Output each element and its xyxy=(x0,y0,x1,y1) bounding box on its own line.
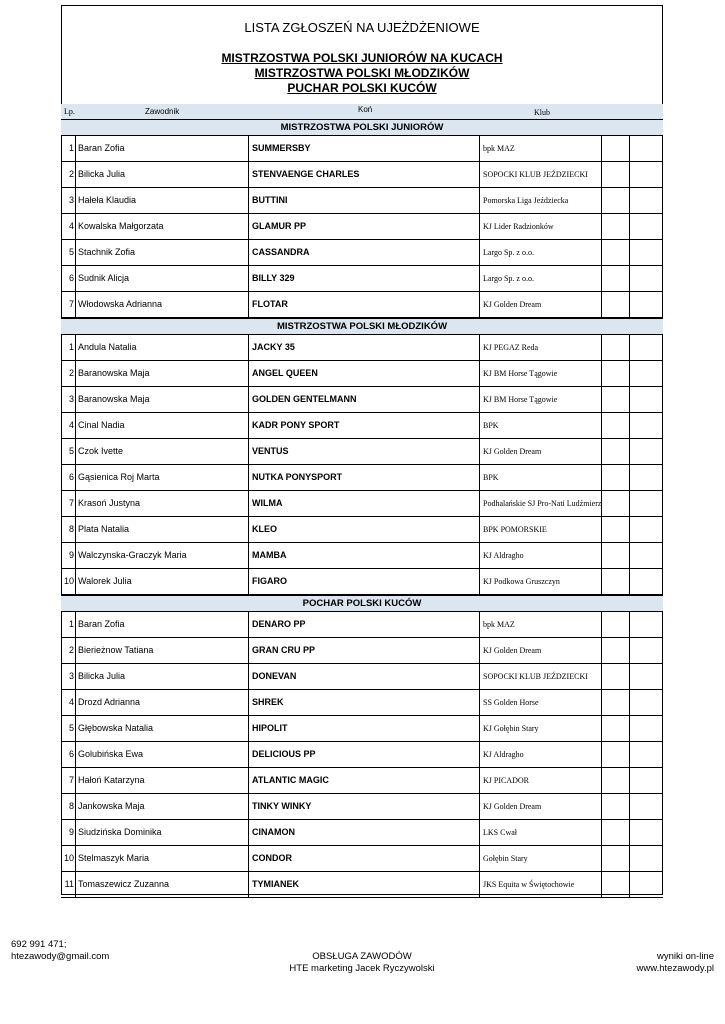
table-row xyxy=(61,387,663,413)
club-name: KJ Gołębin Stary xyxy=(480,716,602,741)
footer-service: OBSŁUGA ZAWODÓW xyxy=(312,951,412,962)
footer-phone: 692 991 471; xyxy=(11,939,67,950)
rider-name: Baran Zofia xyxy=(75,612,248,637)
table-row xyxy=(61,413,663,439)
rider-name: Hałeła Klaudia xyxy=(75,188,248,213)
rider-name: Walczynska-Graczyk Maria xyxy=(75,543,248,568)
subtitle-juniors: MISTRZOSTWA POLSKI JUNIORÓW NA KUCACH xyxy=(221,51,503,65)
rider-name: Baranowska Maja xyxy=(75,387,248,412)
row-number: 1 xyxy=(68,143,74,153)
club-name: KJ Golden Dream xyxy=(480,794,602,819)
table-row xyxy=(61,465,663,491)
club-name: KJ Podkowa Gruszczyn xyxy=(480,569,602,594)
horse-name: GRAN CRU PP xyxy=(248,638,480,663)
row-number: 1 xyxy=(68,619,74,629)
empty-cell xyxy=(602,240,630,265)
table-row xyxy=(61,638,663,664)
empty-cell xyxy=(602,742,630,767)
table-row xyxy=(61,569,663,595)
footer-contact xyxy=(11,939,109,963)
club-name: Largo Sp. z o.o. xyxy=(480,240,602,265)
empty-cell xyxy=(602,361,630,386)
table-row xyxy=(61,136,663,162)
horse-name: HIPOLIT xyxy=(248,716,480,741)
rider-name: Czok Ivette xyxy=(75,439,248,464)
subtitle-cup: PUCHAR POLSKI KUCÓW xyxy=(287,81,437,95)
empty-cell xyxy=(602,136,630,161)
horse-name: SUMMERSBY xyxy=(248,136,480,161)
row-number: 3 xyxy=(68,671,74,681)
empty-cell xyxy=(602,465,630,490)
rider-name: Hałoń Katarzyna xyxy=(75,768,248,793)
row-number: 3 xyxy=(68,195,74,205)
horse-name: MAMBA xyxy=(248,543,480,568)
table-row xyxy=(61,361,663,387)
row-number: 3 xyxy=(68,394,74,404)
empty-cell xyxy=(602,872,630,897)
section-header: POCHAR POLSKI KUCÓW xyxy=(61,595,663,612)
row-number: 7 xyxy=(68,498,74,508)
horse-name: KADR PONY SPORT xyxy=(248,413,480,438)
table-row xyxy=(61,240,663,266)
rider-name: Kowalska Małgorzata xyxy=(75,214,248,239)
rider-name: Bierieżnow Tatiana xyxy=(75,638,248,663)
club-name: KJ Golden Dream xyxy=(480,439,602,464)
row-number: 5 xyxy=(68,723,74,733)
table-row xyxy=(61,543,663,569)
table-row xyxy=(61,742,663,768)
table-row xyxy=(61,768,663,794)
row-number: 8 xyxy=(68,801,74,811)
row-number: 10 xyxy=(63,853,74,863)
rider-name: Andula Natalia xyxy=(75,335,248,360)
table-header xyxy=(61,104,663,119)
row-number: 2 xyxy=(68,169,74,179)
table-row xyxy=(61,214,663,240)
rider-name: Tomaszewicz Zuzanna xyxy=(75,872,248,897)
table-row xyxy=(61,188,663,214)
horse-name: STENVAENGE CHARLES xyxy=(248,162,480,187)
table-row xyxy=(61,794,663,820)
horse-name: CASSANDRA xyxy=(248,240,480,265)
horse-name: TYMIANEK xyxy=(248,872,480,897)
table-row xyxy=(61,846,663,872)
club-name: bpk MAZ xyxy=(480,612,602,637)
empty-cell xyxy=(602,266,630,291)
row-number: 6 xyxy=(68,273,74,283)
horse-name: DONEVAN xyxy=(248,664,480,689)
horse-name: JACKY 35 xyxy=(248,335,480,360)
club-name: KJ Golden Dream xyxy=(480,638,602,663)
empty-cell xyxy=(602,292,630,317)
club-name: SOPOCKI KLUB JEŹDZIECKI xyxy=(480,664,602,689)
club-name: KJ Aldragho xyxy=(480,543,602,568)
table-row xyxy=(61,292,663,318)
rider-name: Cinal Nadia xyxy=(75,413,248,438)
empty-cell xyxy=(602,335,630,360)
rider-name: Drozd Adrianna xyxy=(75,690,248,715)
row-number: 5 xyxy=(68,247,74,257)
horse-name: ANGEL QUEEN xyxy=(248,361,480,386)
rider-name: Baranowska Maja xyxy=(75,361,248,386)
rider-name: Baran Zofia xyxy=(75,136,248,161)
horse-name: DENARO PP xyxy=(248,612,480,637)
club-name: KJ BM Horse Tągowie xyxy=(480,387,602,412)
club-name: KJ PICADOR xyxy=(480,768,602,793)
row-number: 11 xyxy=(64,879,74,889)
empty-cell xyxy=(602,664,630,689)
horse-name: FLOTAR xyxy=(248,292,480,317)
rider-name: Gąsienica Roj Marta xyxy=(75,465,248,490)
horse-name: BUTTINI xyxy=(248,188,480,213)
rider-name: Sudnik Alicja xyxy=(75,266,248,291)
club-name: Gołębin Stary xyxy=(480,846,602,871)
club-name: bpk MAZ xyxy=(480,136,602,161)
rider-name: Plata Natalia xyxy=(75,517,248,542)
empty-cell xyxy=(602,569,630,594)
club-name: KJ Aldragho xyxy=(480,742,602,767)
footer-results xyxy=(637,951,714,975)
club-name: KJ PEGAZ Reda xyxy=(480,335,602,360)
empty-cell xyxy=(602,543,630,568)
header-lp: Lp. xyxy=(64,107,75,116)
club-name: BPK xyxy=(480,465,602,490)
header-club: Klub xyxy=(534,108,550,117)
header-horse: Koń xyxy=(358,105,373,114)
horse-name: CINAMON xyxy=(248,820,480,845)
table-row xyxy=(61,335,663,361)
club-name: JKS Equita w Świętochowie xyxy=(480,872,602,897)
page-title: LISTA ZGŁOSZEŃ NA UJEŻDŻENIOWE xyxy=(244,20,480,35)
horse-name: GLAMUR PP xyxy=(248,214,480,239)
footer-company: HTE marketing Jacek Ryczywolski xyxy=(289,963,435,974)
empty-cell xyxy=(602,846,630,871)
rider-name: Krasoń Justyna xyxy=(75,491,248,516)
rider-name: Golubińska Ewa xyxy=(75,742,248,767)
horse-name: KLEO xyxy=(248,517,480,542)
club-name: Pomorska Liga Jeździecka xyxy=(480,188,602,213)
row-number: 9 xyxy=(68,827,74,837)
footer-email: htezawody@gmail.com xyxy=(11,951,110,962)
table-row xyxy=(61,266,663,292)
horse-name: FIGARO xyxy=(248,569,480,594)
empty-cell xyxy=(602,413,630,438)
empty-cell xyxy=(602,638,630,663)
club-name: KJ BM Horse Tągowie xyxy=(480,361,602,386)
rider-name: Głębowska Natalia xyxy=(75,716,248,741)
club-name: BPK POMORSKIE xyxy=(480,517,602,542)
horse-name: WILMA xyxy=(248,491,480,516)
section-header: MISTRZOSTWA POLSKI MŁODZIKÓW xyxy=(61,318,663,335)
row-number: 5 xyxy=(68,446,74,456)
table-row xyxy=(61,491,663,517)
empty-cell xyxy=(602,768,630,793)
club-name: BPK xyxy=(480,413,602,438)
club-name: KJ Golden Dream xyxy=(480,292,602,317)
club-name: SOPOCKI KLUB JEŹDZIECKI xyxy=(480,162,602,187)
table-row xyxy=(61,612,663,638)
table-row xyxy=(61,716,663,742)
empty-cell xyxy=(602,491,630,516)
empty-cell xyxy=(602,214,630,239)
empty-cell xyxy=(602,820,630,845)
club-name: SS Golden Horse xyxy=(480,690,602,715)
footer-results-label: wyniki on-line xyxy=(656,951,714,962)
table-row xyxy=(61,439,663,465)
club-name: LKS Cwał xyxy=(480,820,602,845)
row-number: 10 xyxy=(63,576,74,586)
row-number: 8 xyxy=(68,524,74,534)
rider-name: Stelmaszyk Maria xyxy=(75,846,248,871)
empty-cell xyxy=(602,716,630,741)
club-name: Podhalańskie SJ Pro-Nati Ludźmierz xyxy=(480,491,602,516)
empty-cell xyxy=(602,188,630,213)
rider-name: Bilicka Julia xyxy=(75,664,248,689)
empty-cell xyxy=(602,439,630,464)
rider-name: Jankowska Maja xyxy=(75,794,248,819)
table-row xyxy=(61,872,663,898)
horse-name: NUTKA PONYSPORT xyxy=(248,465,480,490)
row-number: 9 xyxy=(68,550,74,560)
row-number: 4 xyxy=(68,697,74,707)
rider-name: Bilicka Julia xyxy=(75,162,248,187)
rider-name: Stachnik Zofia xyxy=(75,240,248,265)
row-number: 4 xyxy=(68,420,74,430)
header-rider: Zawodnik xyxy=(145,107,180,116)
footer-organizer xyxy=(262,951,462,975)
footer-website: www.htezawody.pl xyxy=(636,963,714,974)
row-number: 6 xyxy=(68,472,74,482)
horse-name: VENTUS xyxy=(248,439,480,464)
empty-cell xyxy=(602,387,630,412)
row-number: 1 xyxy=(68,342,74,352)
table-row xyxy=(61,664,663,690)
horse-name: TINKY WINKY xyxy=(248,794,480,819)
horse-name: GOLDEN GENTELMANN xyxy=(248,387,480,412)
subtitle-youth: MISTRZOSTWA POLSKI MŁODZIKÓW xyxy=(254,66,470,80)
horse-name: ATLANTIC MAGIC xyxy=(248,768,480,793)
table-row xyxy=(61,820,663,846)
table-row xyxy=(61,690,663,716)
row-number: 4 xyxy=(68,221,74,231)
entries-table xyxy=(61,119,663,898)
empty-cell xyxy=(602,690,630,715)
table-row xyxy=(61,517,663,543)
horse-name: BILLY 329 xyxy=(248,266,480,291)
club-name: Largo Sp. z o.o. xyxy=(480,266,602,291)
club-name: KJ Lider Radzionków xyxy=(480,214,602,239)
horse-name: DELICIOUS PP xyxy=(248,742,480,767)
horse-name: CONDOR xyxy=(248,846,480,871)
empty-cell xyxy=(602,162,630,187)
row-number: 2 xyxy=(68,368,74,378)
rider-name: Siudzińska Dominika xyxy=(75,820,248,845)
row-number: 6 xyxy=(68,749,74,759)
row-number: 7 xyxy=(68,299,74,309)
rider-name: Walorek Julia xyxy=(75,569,248,594)
rider-name: Włodowska Adrianna xyxy=(75,292,248,317)
empty-cell xyxy=(602,517,630,542)
row-number: 2 xyxy=(68,645,74,655)
table-row xyxy=(61,162,663,188)
section-header: MISTRZOSTWA POLSKI JUNIORÓW xyxy=(61,119,663,136)
horse-name: SHREK xyxy=(248,690,480,715)
empty-cell xyxy=(602,612,630,637)
row-number: 7 xyxy=(68,775,74,785)
empty-cell xyxy=(602,794,630,819)
